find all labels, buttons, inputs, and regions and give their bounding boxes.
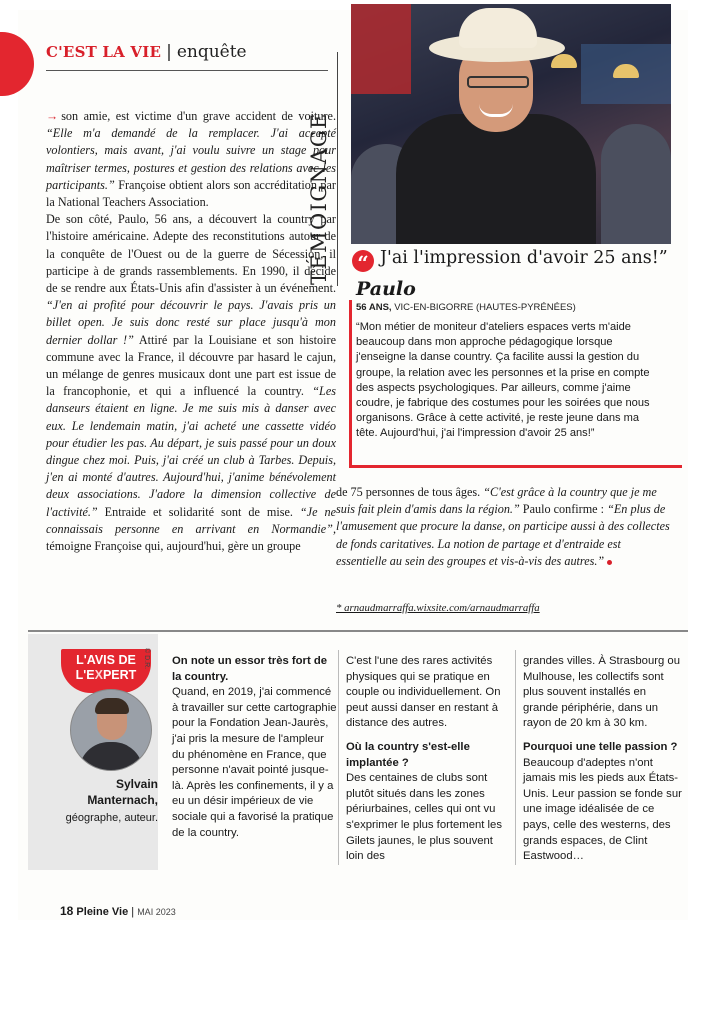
paulo-photo	[351, 4, 671, 244]
expert-text-2: C'est l'une des rares activités physiques qui se pratique en couple ou individuellement. On peut aussi danser en restant à distance des autres.	[346, 655, 501, 730]
p1-quote: “Elle m'a demandé de la remplacer. J'ai accepté volontiers, mais avant, j'ai voulu suivre un stage pour maîtriser termes, postures et gestion des relations avec les participants.”	[46, 126, 336, 192]
p2-tail: témoigne Françoise qui, aujourd'hui, gère un groupe	[46, 539, 301, 554]
expert-heading-2: Où la country s'est-elle implantée ?	[346, 740, 470, 769]
photo-lamp	[551, 54, 577, 68]
arrow-icon: →	[46, 109, 59, 123]
expert-divider	[515, 650, 516, 865]
expert-heading-3: Pourquoi une telle passion ?	[523, 740, 678, 753]
section-subtitle: enquête	[176, 42, 247, 62]
expert-badge-line-1: L'AVIS DE	[76, 653, 136, 667]
expert-badge-pert: PERT	[102, 668, 137, 682]
quote-mark-icon: “	[352, 250, 374, 272]
right-quote-2: “En plus de l'amusement que procure la danse, on participe aussi à des collectes de fonds caritatives. La notion de partage et d'entraide est essentielle au sein des groupes et vis-à-vis des autres.”	[336, 502, 670, 568]
avatar	[70, 689, 152, 771]
testimony-box	[350, 244, 670, 464]
p2-quote-1: “J'en ai profité pour découvrir le pays. J'avais pris un billet open. Je suis donc resté sur place jusqu'à mon dernier dollar !”	[46, 298, 336, 347]
expert-badge-x: X	[94, 668, 103, 682]
testimony-meta	[356, 302, 576, 313]
expert-first-name: Sylvain	[115, 777, 158, 791]
expert-text-3: grandes villes. À Strasbourg ou Mulhouse, les collectifs sont plus souvent installés en grande périphérie, dans un rayon de 20 km à 30 km.	[523, 655, 680, 730]
photo-flag	[351, 4, 411, 94]
expert-badge-l: L'E	[75, 668, 95, 682]
footer-separator: |	[131, 906, 135, 918]
expert-text-1: Quand, en 2019, j'ai commencé à travailler sur cette cartographie pour la Fondation Jean-Jaurès, j'ai pris la mesure de l'ampleur du phénomène en France, que personne n'avait pointé jusque-là. Après les confinements, il y a eu un désir impérieux de vie sociale qui a favorisé la pratique de la country.	[172, 686, 337, 839]
p1-start: son amie, est victime d'un grave accident de voiture.	[61, 109, 336, 123]
expert-column-2	[346, 654, 511, 865]
column-divider	[337, 52, 338, 286]
testimony-border-bottom	[349, 465, 682, 468]
article-left-column	[46, 108, 336, 555]
right-paragraph	[336, 484, 670, 570]
website-link[interactable]: * arnaudmarraffa.wixsite.com/arnaudmarraffa	[336, 602, 540, 614]
article-right-column	[336, 484, 670, 570]
expert-text-3b: Beaucoup d'adeptes n'ont jamais mis les pieds aux États-Unis. Leur passion se fonde sur une image idéalisée de ce pays, celle des westerns, des grands espaces, de Clint Eastwood…	[523, 756, 682, 863]
paragraph-1	[46, 108, 336, 211]
expert-badge-line-2	[61, 668, 151, 683]
expert-heading-1: On note un essor très fort de la country.	[172, 655, 328, 683]
header-rule	[46, 70, 328, 71]
photo-glasses	[467, 76, 529, 88]
testimony-text: “Mon métier de moniteur d'ateliers espaces verts m'aide beaucoup dans mon approche pédagogique lorsque j'enseigne la danse country. Ça facilite aussi la gestion du groupe, la relation avec les personnes et la prise en compte des aspects psychologiques. Par ailleurs, comme j'aime coudre, je fabrique des costumes pour les soirées que nous organisons. Grâce à cette activité, je reste jeune dans ma tête. Aujourd'hui, j'ai l'impression d'avoir 25 ans!”	[356, 321, 650, 440]
expert-last-name: Manternach,	[87, 793, 158, 807]
p2-quote-2: “Les danseurs étaient en ligne. Je me suis mis à danser avec eux. Le lendemain matin, j'ai acheté une cassette vidéo pour étudier les pas. Au départ, je suis passé pour un doux dingue chez moi. Puis, j'ai créé un club à Tarbes. Depuis, j'en ai monté d'autres. Aujourd'hui, j'anime bénévolement deux associations. J'adore la dimension collective de l'activité.”	[46, 384, 336, 519]
testimony-name: Paulo	[356, 278, 416, 300]
avatar-body	[79, 742, 143, 771]
testimony-label-wrap	[307, 285, 343, 309]
testimony-vertical-label	[307, 249, 331, 285]
expert-text-2b: Des centaines de clubs sont plutôt situés dans les zones périurbaines, celles qui ont vu s'exprimer le plus fortement les Gilets jaunes, le plus souvent loin des	[346, 772, 502, 863]
testimony-place: VIC-EN-BIGORRE (HAUTES-PYRÉNÉES)	[394, 302, 576, 313]
expert-top-rule	[28, 630, 688, 632]
expert-divider	[338, 650, 339, 865]
p2-end: Entraide et solidarité sont de mise.	[104, 504, 293, 519]
expert-name	[86, 776, 158, 808]
photo-crowd	[601, 124, 671, 244]
expert-badge	[61, 649, 151, 693]
testimony-border-left	[349, 300, 352, 468]
page-number: 18	[60, 904, 74, 918]
section-header	[46, 42, 247, 62]
section-title: C'EST LA VIE	[46, 43, 162, 61]
p2-mid: Attiré par la Louisiane et son histoire commune avec la France, il découvre par hasard le cajun, un mélange de genres musicaux dont une part est issue de la francophonie, et qui a influencé la country.	[46, 332, 336, 399]
page-footer	[60, 904, 176, 918]
expert-column-3	[523, 654, 683, 865]
paragraph-2	[46, 211, 336, 555]
right-quote-1: “C'est grâce à la country que je me suis fait plein d'amis dans la région.”	[336, 485, 657, 517]
p2-start: De son côté, Paulo, 56 ans, a découvert la country par l'histoire américaine. Adepte des reconstitutions autour de la conquête de l'Ouest ou de la guerre de Sécession, il participe à de grands rassemblements. En 1990, il décide de se rendre aux États-Unis afin d'assister à un événement.	[46, 212, 336, 296]
header-separator: |	[166, 42, 172, 62]
photo-shirt	[396, 114, 596, 244]
right-start: de 75 personnes de tous âges.	[336, 485, 481, 499]
testimony-title: J'ai l'impression d'avoir 25 ans!”	[380, 248, 668, 268]
expert-role: géographe, auteur.	[65, 812, 158, 824]
p2-quote-3: “Je ne connaissais personne en arrivant en Normandie”,	[46, 504, 336, 536]
testimony-age: 56 ANS,	[356, 302, 392, 313]
cowboy-hat-crown	[459, 8, 537, 48]
issue-date: MAI 2023	[137, 907, 176, 917]
end-mark-icon	[607, 560, 612, 565]
right-mid: Paulo confirme :	[522, 502, 605, 517]
photo-credit: © D.R.	[143, 648, 150, 670]
expert-column-1	[172, 654, 337, 841]
p1-end: Françoise obtient alors son accréditation par la National Teachers Association.	[46, 177, 336, 210]
magazine-name: Pleine Vie	[76, 906, 129, 918]
avatar-hair	[95, 698, 129, 714]
